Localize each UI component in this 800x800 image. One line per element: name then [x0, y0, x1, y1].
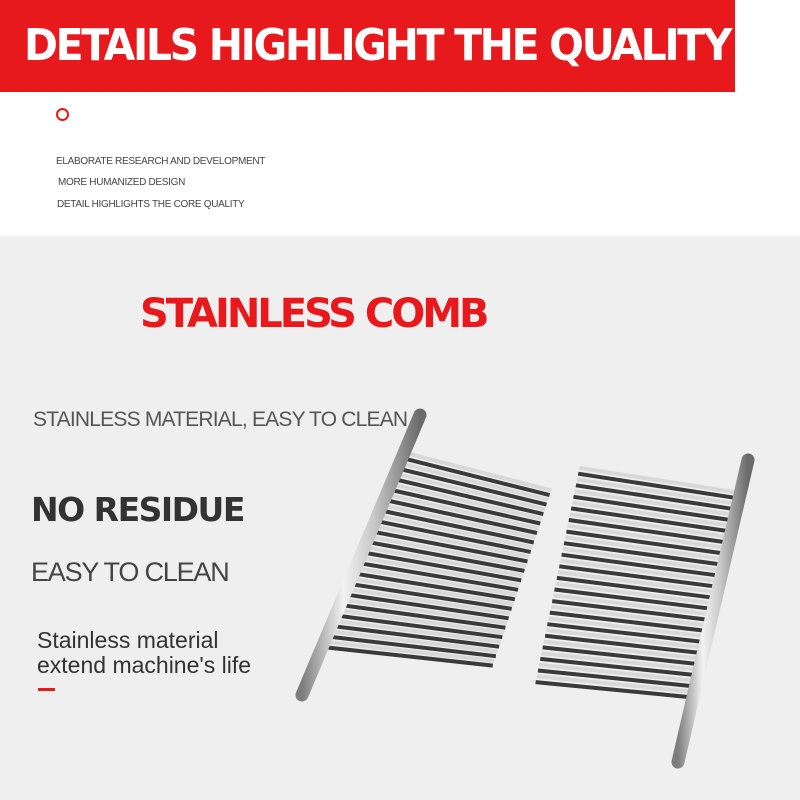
tagline-design: MORE HUMANIZED DESIGN [58, 177, 186, 188]
tagline-quality: DETAIL HIGHLIGHTS THE CORE QUALITY [57, 199, 245, 210]
feature-no-residue: NO RESIDUE [31, 490, 244, 529]
feature-easy-clean: EASY TO CLEAN [31, 557, 229, 587]
product-title: STAINLESS COMB [140, 291, 487, 337]
right-comb-tines [536, 468, 740, 697]
feature-machine-life-line1: Stainless material [37, 627, 219, 653]
banner-title: DETAILS HIGHLIGHT THE QUALITY [24, 20, 731, 71]
feature-material: STAINLESS MATERIAL, EASY TO CLEAN [33, 408, 408, 431]
tagline-research: ELABORATE RESEARCH AND DEVELOPMENT [56, 156, 266, 167]
feature-machine-life-line2: extend machine's life [37, 652, 252, 678]
